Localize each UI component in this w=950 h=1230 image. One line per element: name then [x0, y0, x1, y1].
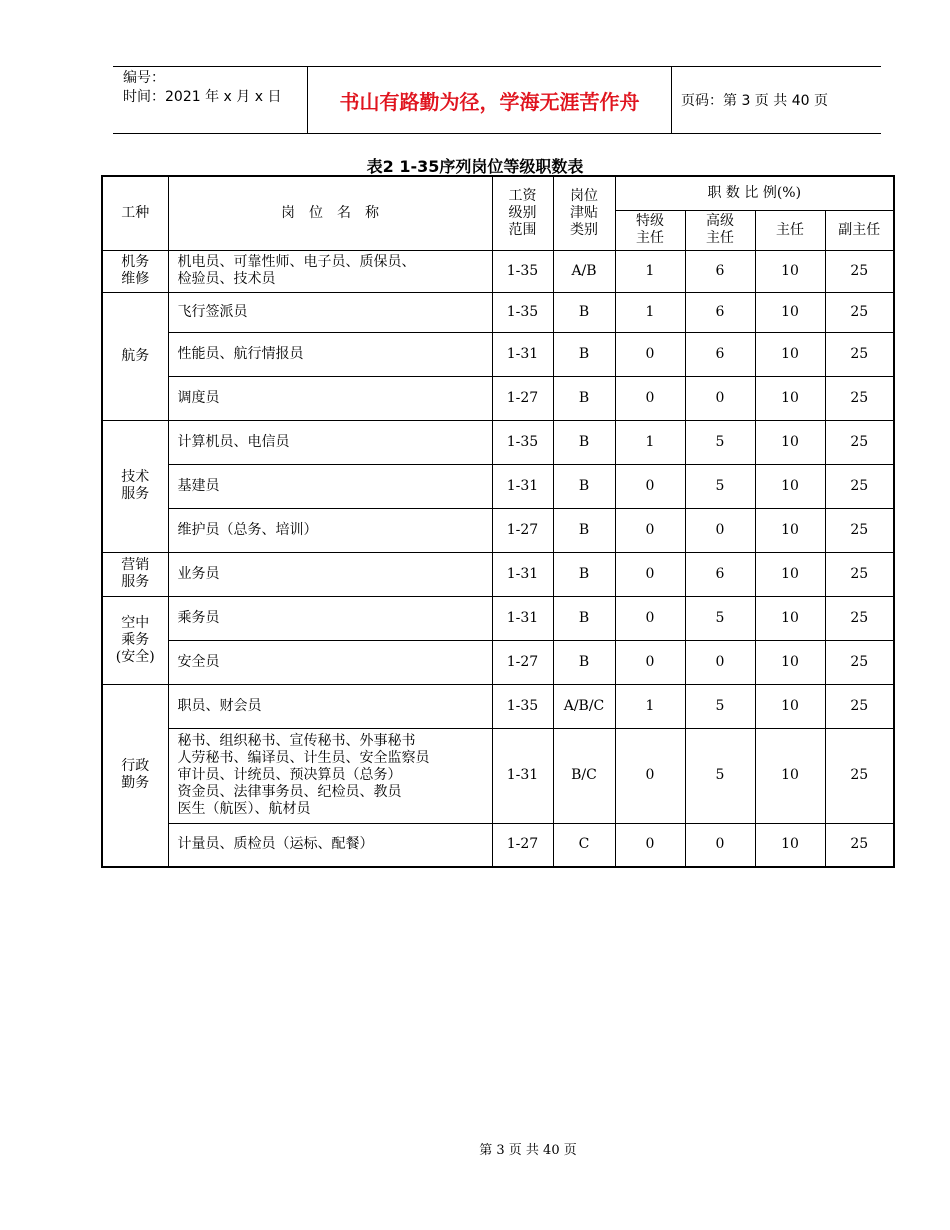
header-meta: [113, 67, 308, 133]
trade-cell: 行政 勤务: [102, 684, 168, 867]
special-ratio-cell: 0: [615, 728, 685, 823]
deputy-ratio-cell: 25: [825, 250, 894, 292]
senior-ratio-cell: 0: [685, 823, 755, 867]
deputy-ratio-cell: 25: [825, 376, 894, 420]
special-ratio-cell: 0: [615, 464, 685, 508]
wage-range-cell: 1-31: [492, 332, 553, 376]
director-ratio-cell: 10: [755, 684, 825, 728]
special-ratio-cell: 0: [615, 376, 685, 420]
special-ratio-cell: 0: [615, 640, 685, 684]
position-grade-table: [101, 175, 895, 868]
time-label: 时间：2021 年 x 月 x 日: [123, 89, 282, 105]
special-ratio-cell: 1: [615, 420, 685, 464]
allowance-cell: A/B: [553, 250, 615, 292]
allowance-cell: B/C: [553, 728, 615, 823]
senior-ratio-cell: 6: [685, 250, 755, 292]
deputy-ratio-cell: 25: [825, 596, 894, 640]
position-name-cell: 性能员、航行情报员: [168, 332, 492, 376]
table-title: 表2 1-35序列岗位等级职数表: [366, 157, 584, 176]
director-ratio-cell: 10: [755, 464, 825, 508]
special-ratio-cell: 1: [615, 292, 685, 332]
table-row: [102, 684, 894, 728]
senior-ratio-cell: 6: [685, 552, 755, 596]
special-ratio-cell: 0: [615, 823, 685, 867]
document-header: [113, 66, 881, 134]
header-senior: 高级 主任: [685, 210, 755, 250]
header-director: 主任: [755, 210, 825, 250]
deputy-ratio-cell: 25: [825, 684, 894, 728]
senior-ratio-cell: 5: [685, 596, 755, 640]
trade-cell: 航务: [102, 292, 168, 420]
director-ratio-cell: 10: [755, 508, 825, 552]
header-ratio-group: 职 数 比 例(%): [615, 176, 894, 210]
senior-ratio-cell: 5: [685, 728, 755, 823]
position-name-cell: 计算机员、电信员: [168, 420, 492, 464]
allowance-cell: C: [553, 823, 615, 867]
senior-ratio-cell: 5: [685, 420, 755, 464]
senior-ratio-cell: 5: [685, 464, 755, 508]
table-row: [102, 464, 894, 508]
table-row: [102, 728, 894, 823]
table-row: [102, 332, 894, 376]
wage-range-cell: 1-27: [492, 376, 553, 420]
senior-ratio-cell: 0: [685, 376, 755, 420]
director-ratio-cell: 10: [755, 640, 825, 684]
director-ratio-cell: 10: [755, 376, 825, 420]
wage-range-cell: 1-31: [492, 596, 553, 640]
senior-ratio-cell: 0: [685, 640, 755, 684]
header-motto: 书山有路勤为径，学海无涯苦作舟: [308, 67, 672, 133]
allowance-cell: B: [553, 376, 615, 420]
trade-cell: 营销 服务: [102, 552, 168, 596]
special-ratio-cell: 0: [615, 508, 685, 552]
position-name-cell: 维护员（总务、培训）: [168, 508, 492, 552]
deputy-ratio-cell: 25: [825, 332, 894, 376]
header-position: 岗 位 名 称: [168, 176, 492, 250]
director-ratio-cell: 10: [755, 292, 825, 332]
deputy-ratio-cell: 25: [825, 508, 894, 552]
position-name-cell: 计量员、质检员（运标、配餐）: [168, 823, 492, 867]
wage-range-cell: 1-27: [492, 823, 553, 867]
header-trade: 工种: [102, 176, 168, 250]
director-ratio-cell: 10: [755, 596, 825, 640]
deputy-ratio-cell: 25: [825, 292, 894, 332]
deputy-ratio-cell: 25: [825, 728, 894, 823]
special-ratio-cell: 1: [615, 684, 685, 728]
special-ratio-cell: 1: [615, 250, 685, 292]
allowance-cell: B: [553, 332, 615, 376]
position-name-cell: 调度员: [168, 376, 492, 420]
wage-range-cell: 1-27: [492, 640, 553, 684]
position-name-cell: 安全员: [168, 640, 492, 684]
position-name-cell: 职员、财会员: [168, 684, 492, 728]
table-row: [102, 640, 894, 684]
deputy-ratio-cell: 25: [825, 823, 894, 867]
senior-ratio-cell: 6: [685, 332, 755, 376]
deputy-ratio-cell: 25: [825, 640, 894, 684]
table-row: [102, 552, 894, 596]
trade-cell: 机务 维修: [102, 250, 168, 292]
director-ratio-cell: 10: [755, 420, 825, 464]
page-footer: 第 3 页 共 40 页: [479, 1143, 577, 1158]
position-name-cell: 乘务员: [168, 596, 492, 640]
allowance-cell: A/B/C: [553, 684, 615, 728]
wage-range-cell: 1-31: [492, 464, 553, 508]
header-allowance: 岗位 津贴 类别: [553, 176, 615, 250]
trade-cell: 空中 乘务 (安全): [102, 596, 168, 684]
header-deputy: 副主任: [825, 210, 894, 250]
table-row: [102, 292, 894, 332]
position-name-cell: 业务员: [168, 552, 492, 596]
number-label: 编号：: [123, 70, 165, 86]
deputy-ratio-cell: 25: [825, 464, 894, 508]
table-row: [102, 376, 894, 420]
allowance-cell: B: [553, 596, 615, 640]
trade-cell: 技术 服务: [102, 420, 168, 552]
deputy-ratio-cell: 25: [825, 420, 894, 464]
senior-ratio-cell: 0: [685, 508, 755, 552]
table-row: [102, 420, 894, 464]
special-ratio-cell: 0: [615, 596, 685, 640]
director-ratio-cell: 10: [755, 728, 825, 823]
header-page-label: 页码：第 3 页 共 40 页: [681, 93, 828, 109]
allowance-cell: B: [553, 552, 615, 596]
special-ratio-cell: 0: [615, 332, 685, 376]
allowance-cell: B: [553, 292, 615, 332]
senior-ratio-cell: 6: [685, 292, 755, 332]
wage-range-cell: 1-27: [492, 508, 553, 552]
director-ratio-cell: 10: [755, 823, 825, 867]
allowance-cell: B: [553, 420, 615, 464]
table-row: [102, 250, 894, 292]
special-ratio-cell: 0: [615, 552, 685, 596]
allowance-cell: B: [553, 508, 615, 552]
director-ratio-cell: 10: [755, 250, 825, 292]
position-name-cell: 飞行签派员: [168, 292, 492, 332]
position-name-cell: 秘书、组织秘书、宣传秘书、外事秘书 人劳秘书、编译员、计生员、安全监察员 审计员、计统员、预决算员（总务） 资金员、法律事务员、纪检员、教员 医生（航医）、航材员: [168, 728, 492, 823]
wage-range-cell: 1-35: [492, 292, 553, 332]
position-name-cell: 基建员: [168, 464, 492, 508]
senior-ratio-cell: 5: [685, 684, 755, 728]
allowance-cell: B: [553, 640, 615, 684]
wage-range-cell: 1-35: [492, 684, 553, 728]
allowance-cell: B: [553, 464, 615, 508]
director-ratio-cell: 10: [755, 332, 825, 376]
position-name-cell: 机电员、可靠性师、电子员、质保员、 检验员、技术员: [168, 250, 492, 292]
table-row: [102, 508, 894, 552]
header-special: 特级 主任: [615, 210, 685, 250]
wage-range-cell: 1-35: [492, 250, 553, 292]
table-row: [102, 823, 894, 867]
deputy-ratio-cell: 25: [825, 552, 894, 596]
wage-range-cell: 1-31: [492, 728, 553, 823]
wage-range-cell: 1-35: [492, 420, 553, 464]
header-wage-range: 工资 级别 范围: [492, 176, 553, 250]
wage-range-cell: 1-31: [492, 552, 553, 596]
table-row: [102, 596, 894, 640]
director-ratio-cell: 10: [755, 552, 825, 596]
